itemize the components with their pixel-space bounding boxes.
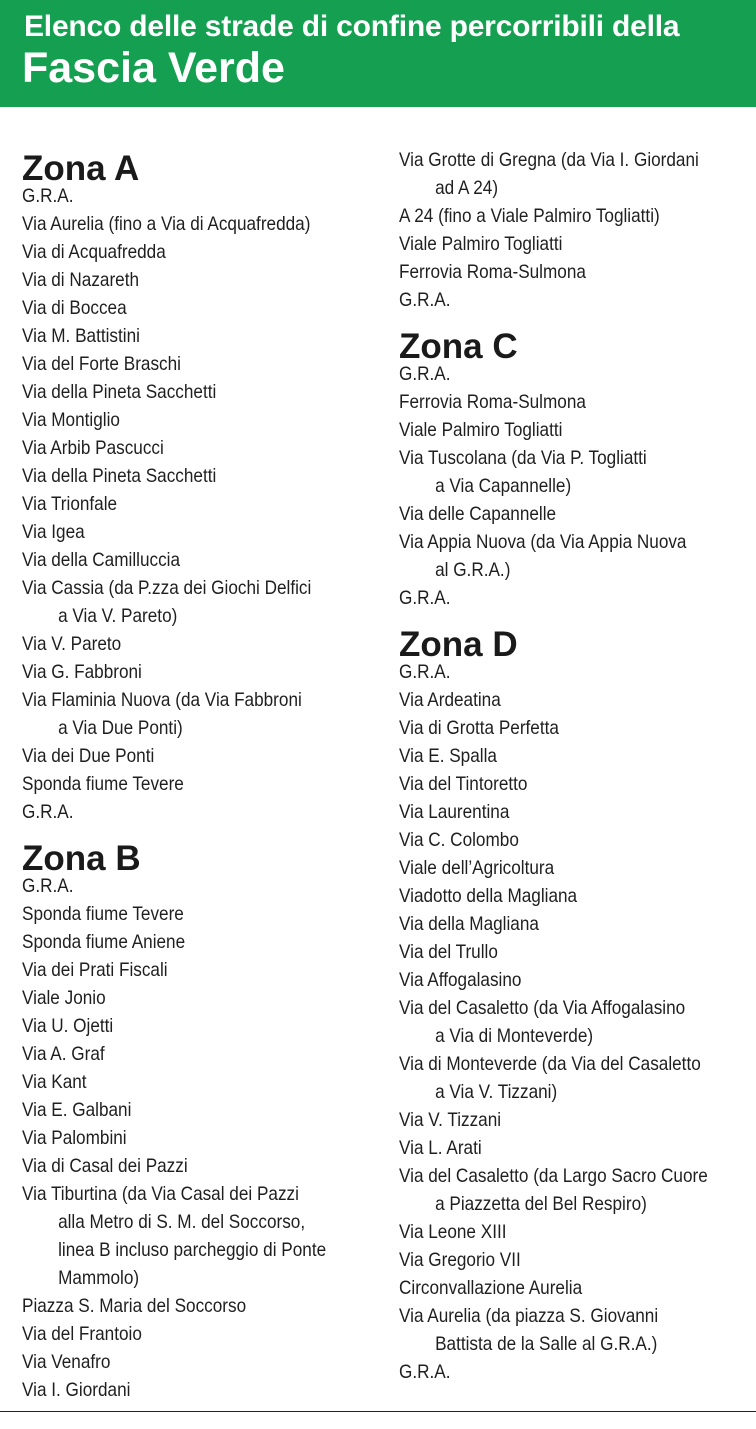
street-item: Via Flaminia Nuova (da Via Fabbroni xyxy=(22,689,302,711)
street-item: A 24 (fino a Viale Palmiro Togliatti) xyxy=(399,205,660,227)
street-item: Sponda fiume Tevere xyxy=(22,903,184,925)
street-item: Via Arbib Pascucci xyxy=(22,437,164,459)
street-item: Via del Forte Braschi xyxy=(22,353,181,375)
street-item: Via di Monteverde (da Via del Casaletto xyxy=(399,1053,701,1075)
street-item: Via Montiglio xyxy=(22,409,120,431)
street-item: G.R.A. xyxy=(22,185,74,207)
zone-heading: Zona D xyxy=(399,625,518,664)
street-item: Via Gregorio VII xyxy=(399,1249,521,1271)
street-item-continuation: a Via Due Ponti) xyxy=(58,717,183,739)
street-item-continuation: alla Metro di S. M. del Soccorso, xyxy=(58,1211,306,1233)
street-item: Via Tiburtina (da Via Casal dei Pazzi xyxy=(22,1183,299,1205)
street-item: Via L. Arati xyxy=(399,1137,482,1159)
header-subtitle: Elenco delle strade di confine percorribili della xyxy=(24,10,680,43)
street-item-continuation: Battista de la Salle al G.R.A.) xyxy=(435,1333,658,1355)
street-item: Via dei Due Ponti xyxy=(22,745,155,767)
street-item: Via Aurelia (fino a Via di Acquafredda) xyxy=(22,213,311,235)
street-item: Sponda fiume Tevere xyxy=(22,773,184,795)
header-title: Fascia Verde xyxy=(22,44,285,92)
street-item: Via C. Colombo xyxy=(399,829,519,851)
street-item: Via del Trullo xyxy=(399,941,498,963)
street-item: Via del Casaletto (da Largo Sacro Cuore xyxy=(399,1165,708,1187)
street-item: Via Appia Nuova (da Via Appia Nuova xyxy=(399,531,687,553)
street-item: Ferrovia Roma-Sulmona xyxy=(399,261,586,283)
street-item: Via Leone XIII xyxy=(399,1221,507,1243)
street-item: Via del Casaletto (da Via Affogalasino xyxy=(399,997,686,1019)
street-item: Via M. Battistini xyxy=(22,325,140,347)
street-item: Via Cassia (da P.zza dei Giochi Delfici xyxy=(22,577,312,599)
street-item: Via Laurentina xyxy=(399,801,510,823)
street-item: Via Venafro xyxy=(22,1351,111,1373)
bottom-divider xyxy=(0,1411,756,1412)
street-item: G.R.A. xyxy=(22,875,74,897)
street-item: Via A. Graf xyxy=(22,1043,105,1065)
street-item: Via delle Capannelle xyxy=(399,503,557,525)
street-item: Via G. Fabbroni xyxy=(22,661,142,683)
street-item: Via di Boccea xyxy=(22,297,127,319)
street-item: Viale Palmiro Togliatti xyxy=(399,419,563,441)
street-item: Via Kant xyxy=(22,1071,87,1093)
street-item: Sponda fiume Aniene xyxy=(22,931,186,953)
street-item: G.R.A. xyxy=(399,661,451,683)
zone-heading: Zona C xyxy=(399,327,518,366)
street-item: Via E. Galbani xyxy=(22,1099,132,1121)
street-item: G.R.A. xyxy=(399,363,451,385)
street-item: Via della Pineta Sacchetti xyxy=(22,465,217,487)
street-item-continuation: linea B incluso parcheggio di Ponte xyxy=(58,1239,327,1261)
street-item: Via del Frantoio xyxy=(22,1323,142,1345)
street-item: Via Aurelia (da piazza S. Giovanni xyxy=(399,1305,659,1327)
street-item: Via della Pineta Sacchetti xyxy=(22,381,217,403)
street-item: Ferrovia Roma-Sulmona xyxy=(399,391,586,413)
street-item: Via I. Giordani xyxy=(22,1379,131,1401)
street-item: Circonvallazione Aurelia xyxy=(399,1277,583,1299)
street-item: Via dei Prati Fiscali xyxy=(22,959,168,981)
street-item: Viale Palmiro Togliatti xyxy=(399,233,563,255)
header-banner xyxy=(0,0,756,107)
street-item: G.R.A. xyxy=(399,1361,451,1383)
street-item: Via del Tintoretto xyxy=(399,773,528,795)
street-item: Viale dell’Agricoltura xyxy=(399,857,555,879)
street-item: G.R.A. xyxy=(399,289,451,311)
zone-heading: Zona A xyxy=(22,149,140,188)
street-item: Piazza S. Maria del Soccorso xyxy=(22,1295,247,1317)
street-item: Viadotto della Magliana xyxy=(399,885,578,907)
street-item: Via della Camilluccia xyxy=(22,549,181,571)
street-item-continuation: a Via V. Tizzani) xyxy=(435,1081,558,1103)
street-item: G.R.A. xyxy=(399,587,451,609)
street-item: Via V. Pareto xyxy=(22,633,122,655)
zone-heading: Zona B xyxy=(22,839,141,878)
street-item: G.R.A. xyxy=(22,801,74,823)
street-item: Via di Nazareth xyxy=(22,269,140,291)
street-item-continuation: a Piazzetta del Bel Respiro) xyxy=(435,1193,647,1215)
street-item: Viale Jonio xyxy=(22,987,106,1009)
street-item-continuation: al G.R.A.) xyxy=(435,559,511,581)
street-item: Via E. Spalla xyxy=(399,745,497,767)
street-item-continuation: a Via V. Pareto) xyxy=(58,605,178,627)
street-item: Via V. Tizzani xyxy=(399,1109,502,1131)
street-item: Via U. Ojetti xyxy=(22,1015,114,1037)
street-item: Via Ardeatina xyxy=(399,689,501,711)
street-item: Via della Magliana xyxy=(399,913,539,935)
street-item-continuation: a Via Capannelle) xyxy=(435,475,572,497)
street-item-continuation: ad A 24) xyxy=(435,177,499,199)
street-item-continuation: Mammolo) xyxy=(58,1267,140,1289)
street-item: Via di Casal dei Pazzi xyxy=(22,1155,188,1177)
street-item: Via Igea xyxy=(22,521,85,543)
street-item: Via di Grotta Perfetta xyxy=(399,717,559,739)
street-item-continuation: a Via di Monteverde) xyxy=(435,1025,594,1047)
street-item: Via Tuscolana (da Via P. Togliatti xyxy=(399,447,647,469)
street-item: Via Trionfale xyxy=(22,493,118,515)
street-item: Via Palombini xyxy=(22,1127,127,1149)
street-item: Via Grotte di Gregna (da Via I. Giordani xyxy=(399,149,699,171)
street-item: Via Affogalasino xyxy=(399,969,522,991)
street-item: Via di Acquafredda xyxy=(22,241,166,263)
